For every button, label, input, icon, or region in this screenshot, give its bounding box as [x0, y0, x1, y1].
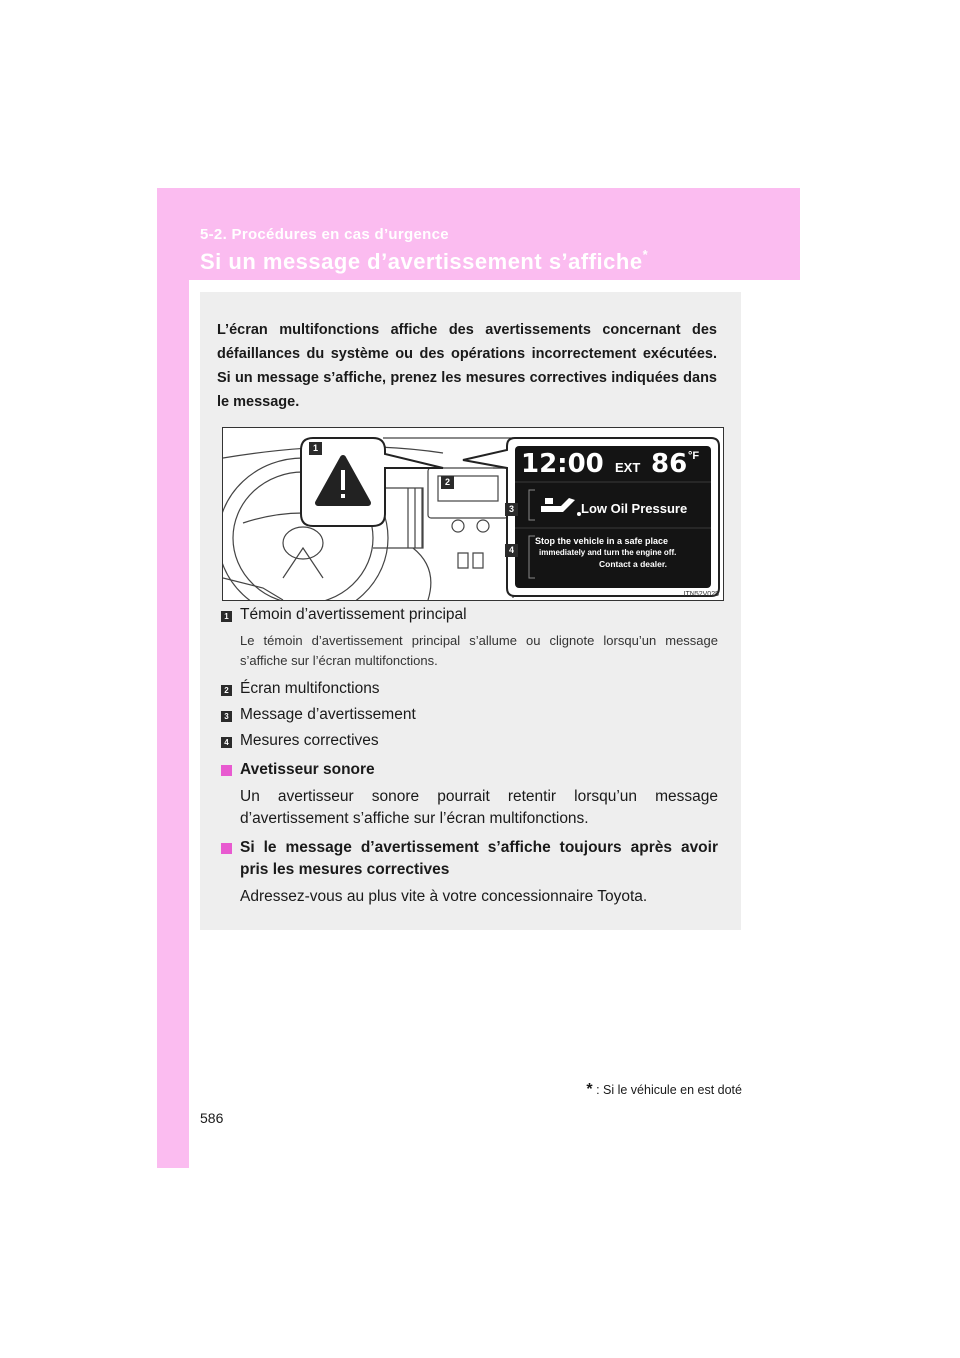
legend-label-3: Message d’avertissement: [240, 706, 416, 723]
page-title-text: Si un message d’avertissement s’affiche: [200, 249, 643, 274]
legend-badge-3: 3: [221, 711, 232, 722]
note-body-1: Un avertisseur sonore pourrait retentir lorsqu’un message d’avertissement s’affiche sur l’écran multifonctions.: [240, 788, 718, 827]
footnote: [586, 1081, 742, 1099]
legend-label-4: Mesures correctives: [240, 732, 379, 749]
intro-paragraph: L’écran multifonctions affiche des avertissements concernant des défaillances du système ou des opérations incorrectement exécutées. Si un message s’affiche, prenez les mesures correctives indiquées dans le message.: [217, 322, 717, 410]
callout-2: 2: [444, 477, 450, 487]
page-title: [200, 249, 648, 275]
display-temp-unit: °F: [688, 450, 700, 462]
legend-badge-2: 2: [221, 685, 232, 696]
note-bullet-1: [221, 765, 232, 776]
display-ext-label: EXT: [615, 460, 641, 475]
display-action-line2: immediately and turn the engine off.: [539, 548, 677, 557]
footnote-text: : Si le véhicule en est doté: [596, 1083, 742, 1097]
note-bullet-2: [221, 843, 232, 854]
legend-badge-1: 1: [221, 611, 232, 622]
display-warning-message: Low Oil Pressure: [581, 501, 688, 516]
legend-detail-1: Le témoin d’avertissement principal s’allume ou clignote lorsqu’un message s’affiche sur l’écran multifonctions.: [240, 633, 718, 668]
page-side-band: [157, 188, 189, 1168]
note-body-2: Adressez-vous au plus vite à votre concessionnaire Toyota.: [240, 888, 648, 905]
note-heading-1: Avetisseur sonore: [240, 761, 375, 778]
footnote-mark: *: [586, 1081, 593, 1098]
legend-badge-4: 4: [221, 737, 232, 748]
dashboard-illustration: [222, 427, 724, 601]
display-temperature: 86: [651, 449, 688, 479]
note-heading-2: Si le message d’avertissement s’affiche toujours après avoir pris les mesures correctives: [240, 839, 718, 878]
display-action-line3: Contact a dealer.: [599, 559, 668, 569]
callout-3: 3: [508, 504, 514, 514]
illustration-code: ITN52V025: [683, 591, 719, 598]
section-label: 5-2. Procédures en cas d’urgence: [200, 226, 449, 243]
callout-4: 4: [508, 545, 514, 555]
callout-1: 1: [312, 443, 318, 453]
title-footnote-mark: *: [642, 247, 649, 262]
legend-label-2: Écran multifonctions: [240, 680, 380, 697]
display-clock: 12:00: [521, 449, 604, 479]
legend-label-1: Témoin d’avertissement principal: [240, 606, 467, 623]
display-action-line1: Stop the vehicle in a safe place: [535, 536, 669, 546]
page-number: 586: [200, 1110, 224, 1126]
